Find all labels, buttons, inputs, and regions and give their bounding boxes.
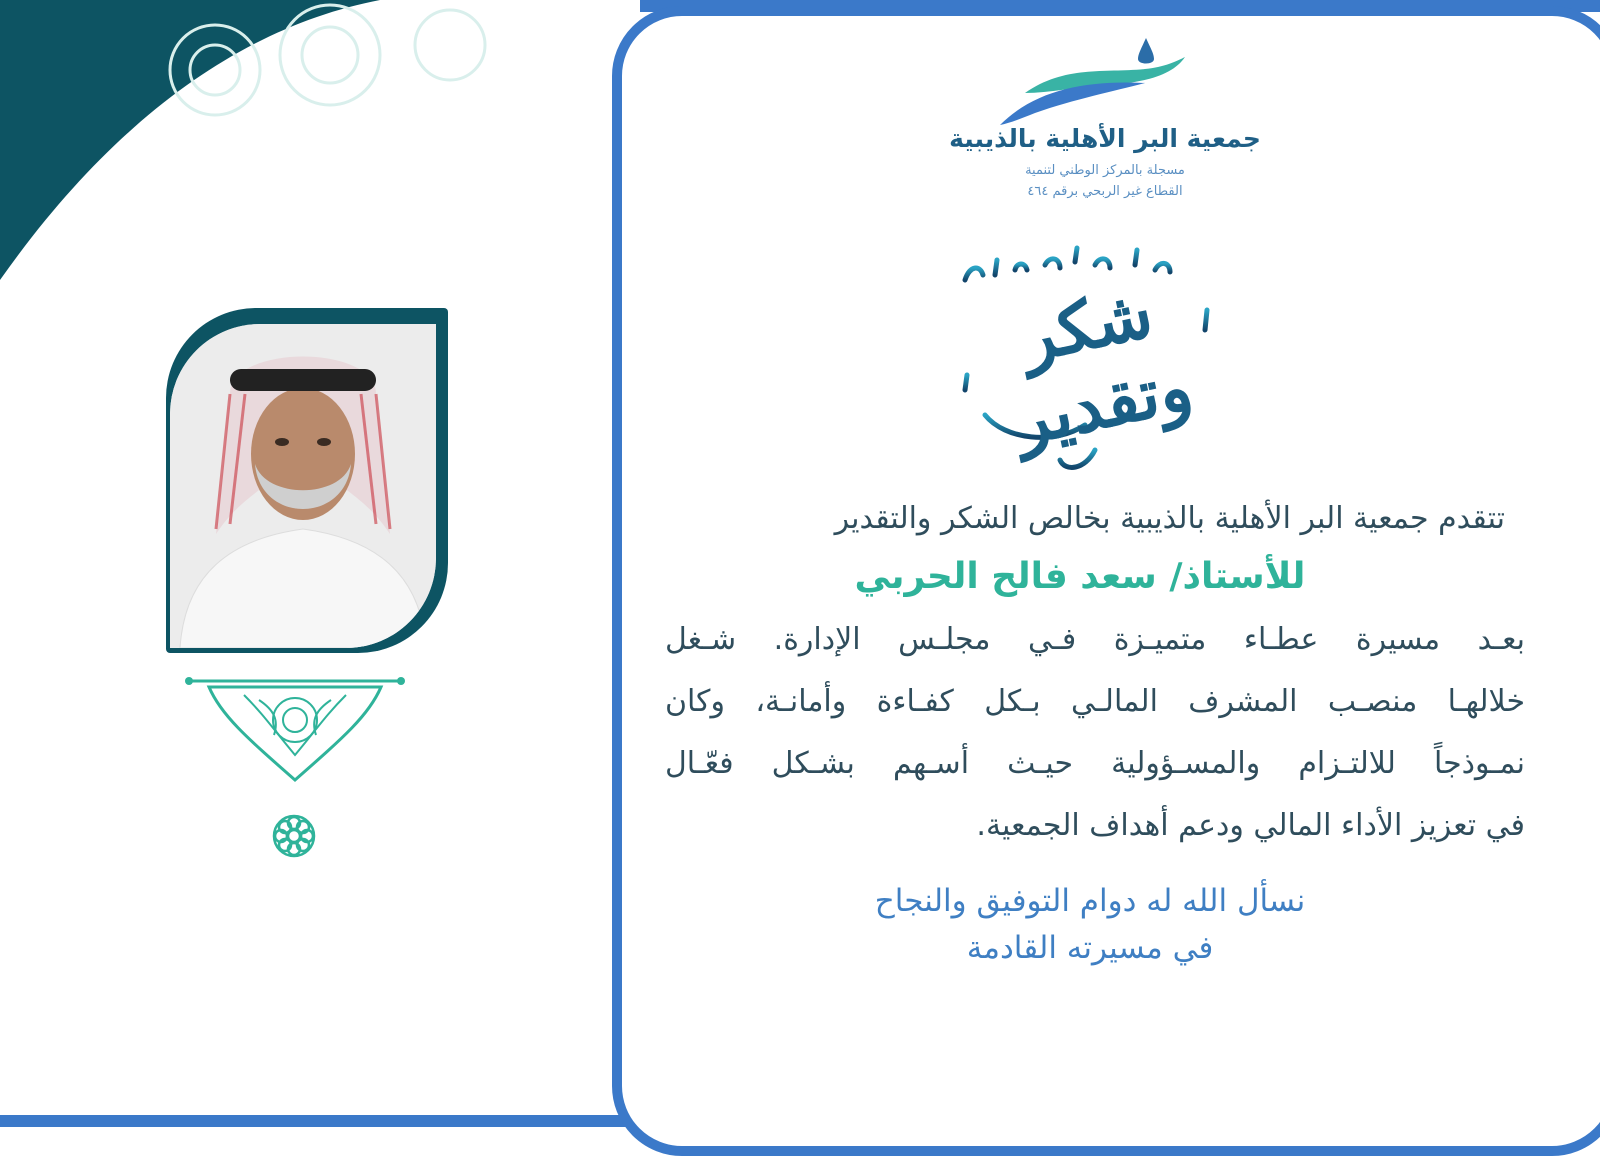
water-drop-icon [995,35,1195,127]
body-line-1: بعـد مسيرة عطـاء متميـزة فـي مجلـس الإدارة. شـغل [665,622,1525,657]
closing-line-2: في مسيرته القادمة [966,930,1214,966]
logo-subtitle-line1: مسجلة بالمركز الوطني لتنمية [1025,163,1185,178]
rosette-icon [271,813,317,859]
intro-text: تتقدم جمعية البر الأهلية بالذيبية بخالص الشكر والتقدير [834,501,1505,536]
logo-title: جمعية البر الأهلية بالذيبية [949,124,1261,153]
closing-line-1: نسأل الله له دوام التوفيق والنجاح [874,883,1306,919]
calligraphy-text: شكر وتقدير [1007,273,1199,462]
arabesque-ornament-icon [184,675,406,785]
portrait-photo [170,324,436,648]
thanks-calligraphy [945,240,1245,480]
body-line-4: في تعزيز الأداء المالي ودعم أهداف الجمعية. [976,808,1525,843]
portrait-illustration [170,324,436,648]
logo-subtitle-line2: القطاع غير الربحي برقم ٤٦٤ [1027,184,1183,199]
top-left-teal-curve [0,0,380,280]
honoree-name: للأستاذ/ سعد فالح الحربي [854,556,1306,597]
body-line-3: نمـوذجاً للالتـزام والمسـؤولية حيـث أسـهم بشـكل فعّـال [665,746,1525,781]
body-line-2: خلالهـا منصـب المشرف المالـي بـكل كفـاءة وأمانـة، وكان [665,684,1525,719]
